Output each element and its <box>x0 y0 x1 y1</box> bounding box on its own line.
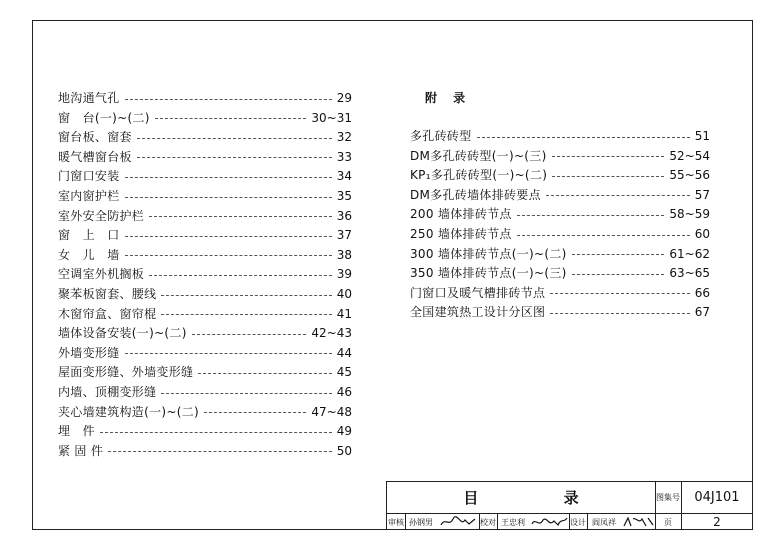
toc-entry-page: 30~31 <box>311 110 352 125</box>
toc-entry <box>58 284 352 304</box>
toc-entry-title: 250 墙体排砖节点 <box>410 227 512 241</box>
toc-leader <box>477 137 690 138</box>
toc-entry-page: 67 <box>694 305 710 320</box>
toc-entry <box>58 206 352 226</box>
toc-leader <box>204 412 306 413</box>
toc-entry-page: 61~62 <box>669 246 710 261</box>
toc-leader <box>517 235 690 236</box>
toc-entry <box>58 186 352 206</box>
title-block-title: 目 录 <box>463 489 619 507</box>
toc-leader <box>125 353 332 354</box>
toc-entry-page: 52~54 <box>669 148 710 163</box>
toc-entry-page: 66 <box>694 285 710 300</box>
toc-leader <box>125 197 332 198</box>
toc-leader <box>108 451 332 452</box>
toc-entry <box>58 245 352 265</box>
toc-entry-title: 室外安全防护栏 <box>58 208 145 223</box>
toc-entry-title: DM多孔砖墙体排砖要点 <box>410 187 541 202</box>
toc-entry-title: KP₁多孔砖砖型(一)~(二) <box>410 168 548 183</box>
toc-entry <box>410 126 710 146</box>
toc-leader <box>125 99 332 100</box>
toc-entry-title: 紧 固 件 <box>58 443 104 458</box>
toc-entry <box>58 421 352 441</box>
toc-entry-page: 51 <box>694 129 710 143</box>
check-label: 校对 <box>480 518 496 527</box>
toc-leader <box>137 157 332 158</box>
toc-entry <box>410 263 710 283</box>
toc-leader <box>546 195 690 196</box>
toc-entry <box>58 166 352 186</box>
toc-entry-page: 47~48 <box>311 404 352 419</box>
toc-entry-title: 全国建筑热工设计分区图 <box>410 305 546 320</box>
toc-entry <box>410 146 710 166</box>
design-label: 设计 <box>570 518 586 527</box>
toc-entry-title: DM多孔砖砖型(一)~(三) <box>410 148 547 163</box>
toc-leader <box>517 215 665 216</box>
toc-entry-title: 窗 台(一)~(二) <box>58 110 150 125</box>
toc-leader <box>149 275 332 276</box>
toc-entry <box>58 441 352 461</box>
toc-entry <box>58 108 352 128</box>
toc-entry-page: 40 <box>336 287 352 301</box>
toc-entry-page: 44 <box>336 345 352 360</box>
toc-entry-page: 33 <box>336 149 352 164</box>
toc-entry <box>410 204 710 224</box>
toc-entry-page: 58~59 <box>669 207 710 222</box>
toc-entry-page: 57 <box>694 187 710 202</box>
toc-leader <box>550 293 689 294</box>
toc-entry <box>58 127 352 147</box>
toc-entry <box>58 264 352 284</box>
toc-entry-title: 埋 件 <box>58 424 95 439</box>
toc-entry-title: 200 墙体排砖节点 <box>410 207 512 222</box>
toc-entry-title: 夹心墙建筑构造(一)~(二) <box>58 404 199 419</box>
toc-entry <box>410 302 710 322</box>
toc-leader <box>550 313 689 314</box>
toc-entry-title: 空调室外机搁板 <box>58 267 145 282</box>
toc-entry-page: 29 <box>336 91 352 105</box>
toc-leader <box>552 176 664 177</box>
toc-leader <box>100 432 332 433</box>
page-label: 页 <box>664 518 672 527</box>
toc-entry-title: 350 墙体排砖节点(一)~(三) <box>410 266 567 281</box>
title-block <box>386 481 753 530</box>
atlas-no-value: 04J101 <box>694 490 740 505</box>
toc-entry-title: 地沟通气孔 <box>58 91 120 105</box>
toc-entry <box>58 402 352 422</box>
checker-name: 王忠利 <box>501 518 525 527</box>
toc-leader <box>149 216 332 217</box>
toc-entry-title: 女 儿 墙 <box>58 247 120 262</box>
checker-signature <box>530 515 568 529</box>
toc-entry <box>410 224 710 244</box>
toc-entry <box>410 165 710 185</box>
toc-entry-page: 63~65 <box>669 266 710 281</box>
appendix-heading: 附 录 <box>425 91 472 105</box>
designer-signature <box>622 515 655 529</box>
toc-entry <box>58 147 352 167</box>
toc-leader <box>192 334 307 335</box>
toc-entry-title: 室内窗护栏 <box>58 189 120 203</box>
toc-entry-page: 55~56 <box>669 168 710 183</box>
reviewer-signature <box>439 515 477 529</box>
toc-entry-title: 窗台板、窗套 <box>58 130 132 145</box>
toc-entry-title: 聚苯板窗套、腰线 <box>58 287 157 301</box>
toc-entry-page: 42~43 <box>311 326 352 341</box>
toc-entry <box>58 382 352 402</box>
toc-entry-page: 60 <box>694 227 710 241</box>
toc-entry <box>410 185 710 205</box>
toc-leader <box>137 138 332 139</box>
toc-entry-title: 门窗口安装 <box>58 169 120 184</box>
toc-entry-title: 墙体设备安装(一)~(二) <box>58 326 187 341</box>
toc-entry-page: 36 <box>336 208 352 223</box>
toc-leader <box>552 156 665 157</box>
toc-entry-title: 窗 上 口 <box>58 228 120 243</box>
toc-leader <box>155 118 307 119</box>
toc-leader <box>161 314 331 315</box>
toc-entry-page: 34 <box>336 169 352 184</box>
toc-entry <box>58 362 352 382</box>
toc-entry-page: 49 <box>336 424 352 439</box>
toc-entry-title: 木窗帘盒、窗帘棍 <box>58 306 157 321</box>
toc-entry-page: 37 <box>336 228 352 243</box>
toc-entry-title: 门窗口及暖气槽排砖节点 <box>410 285 546 300</box>
toc-entry <box>58 323 352 343</box>
toc-leader <box>198 373 331 374</box>
toc-leader <box>572 274 665 275</box>
toc-entry-page: 38 <box>336 247 352 262</box>
toc-entry-title: 外墙变形缝 <box>58 345 120 360</box>
toc-leader <box>572 254 665 255</box>
toc-leader <box>125 177 332 178</box>
toc-entry-title: 多孔砖砖型 <box>410 129 472 143</box>
atlas-no-label: 图集号 <box>656 493 680 502</box>
toc-entry <box>58 343 352 363</box>
toc-entry-title: 内墙、顶棚变形缝 <box>58 385 157 399</box>
toc-entry <box>58 225 352 245</box>
review-label: 审核 <box>388 518 404 527</box>
toc-entry <box>58 304 352 324</box>
toc-entry-page: 45 <box>336 365 352 380</box>
toc-leader <box>161 295 331 296</box>
toc-entry <box>410 283 710 303</box>
toc-entry-title: 300 墙体排砖节点(一)~(二) <box>410 246 567 261</box>
toc-entry-page: 35 <box>336 189 352 203</box>
toc-entry-page: 32 <box>336 130 352 145</box>
toc-entry-page: 41 <box>336 306 352 321</box>
page-number: 2 <box>713 515 721 529</box>
toc-entry-page: 46 <box>336 385 352 399</box>
toc-entry-page: 50 <box>336 443 352 458</box>
toc-entry-page: 39 <box>336 267 352 282</box>
toc-entry <box>410 244 710 264</box>
toc-leader <box>161 393 331 394</box>
toc-entry-title: 暖气槽窗台板 <box>58 149 132 164</box>
toc-leader <box>125 236 332 237</box>
designer-name: 阎凤祥 <box>592 518 616 527</box>
reviewer-name: 孙钢男 <box>409 518 433 527</box>
toc-leader <box>125 255 332 256</box>
toc-entry <box>58 88 352 108</box>
toc-entry-title: 屋面变形缝、外墙变形缝 <box>58 365 194 380</box>
